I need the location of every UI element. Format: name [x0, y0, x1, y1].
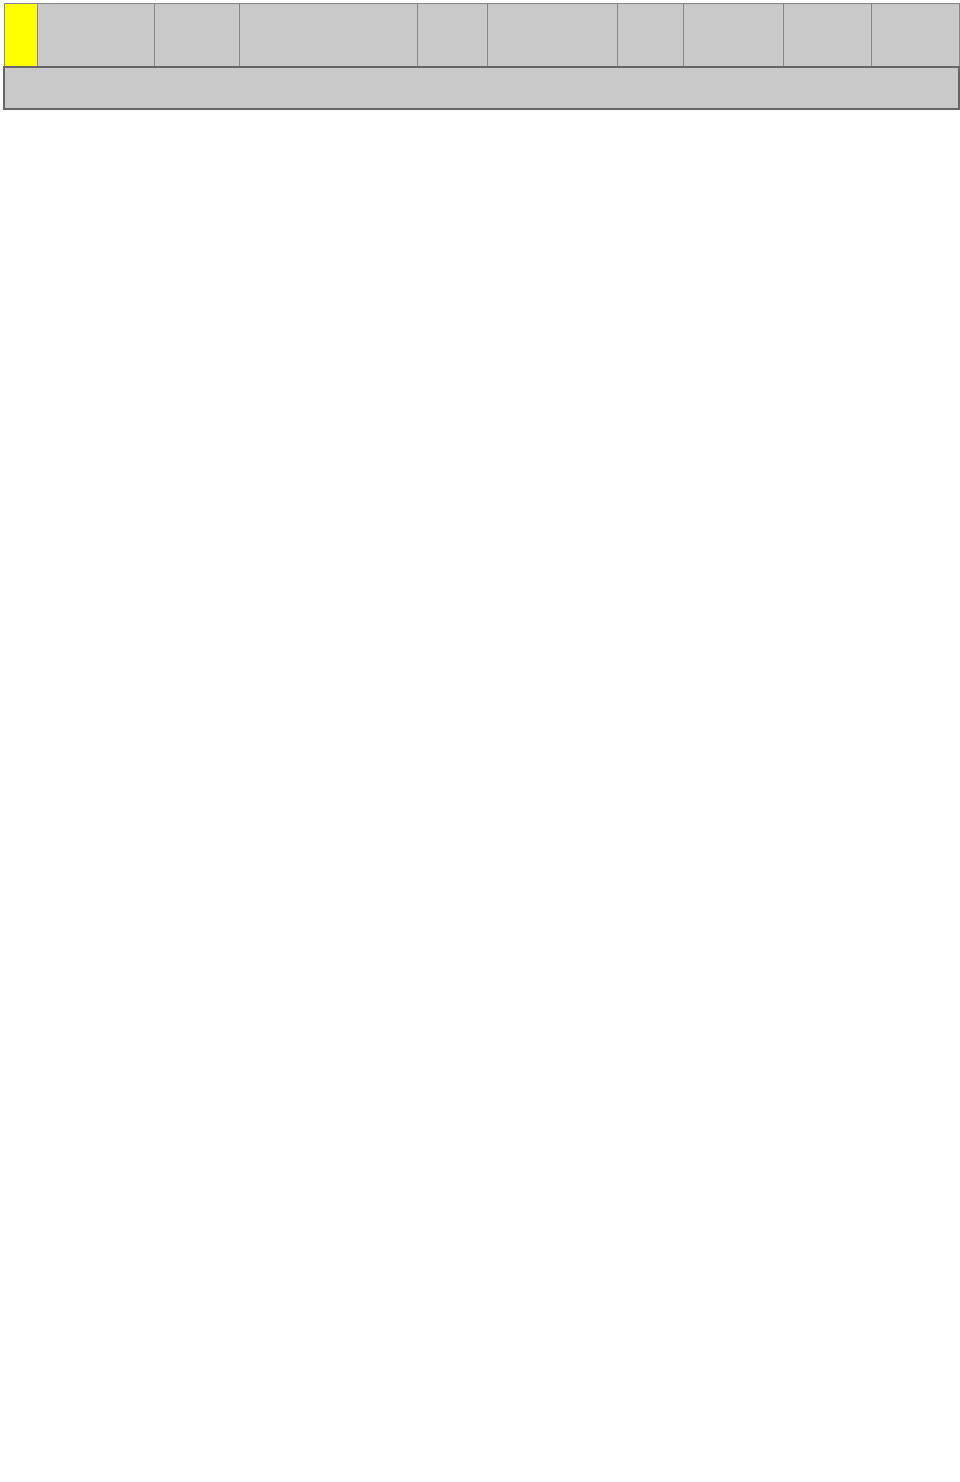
- header-puvodni-cena: [871, 4, 959, 68]
- price-list-sheet: [3, 3, 959, 110]
- section-header: [4, 67, 959, 109]
- header-nazev: [239, 4, 417, 68]
- section-title: [4, 67, 959, 109]
- header-foto: [37, 4, 154, 68]
- header-rozmer: [417, 4, 487, 68]
- header-row: [4, 4, 959, 68]
- header-skladem: [4, 4, 37, 68]
- price-list-table: [3, 3, 960, 110]
- header-ean: [487, 4, 617, 68]
- header-akcni-vc-dph: [783, 4, 871, 68]
- header-jednotky: [617, 4, 683, 68]
- header-kod: [154, 4, 239, 68]
- header-akcni-bez-dph: [683, 4, 783, 68]
